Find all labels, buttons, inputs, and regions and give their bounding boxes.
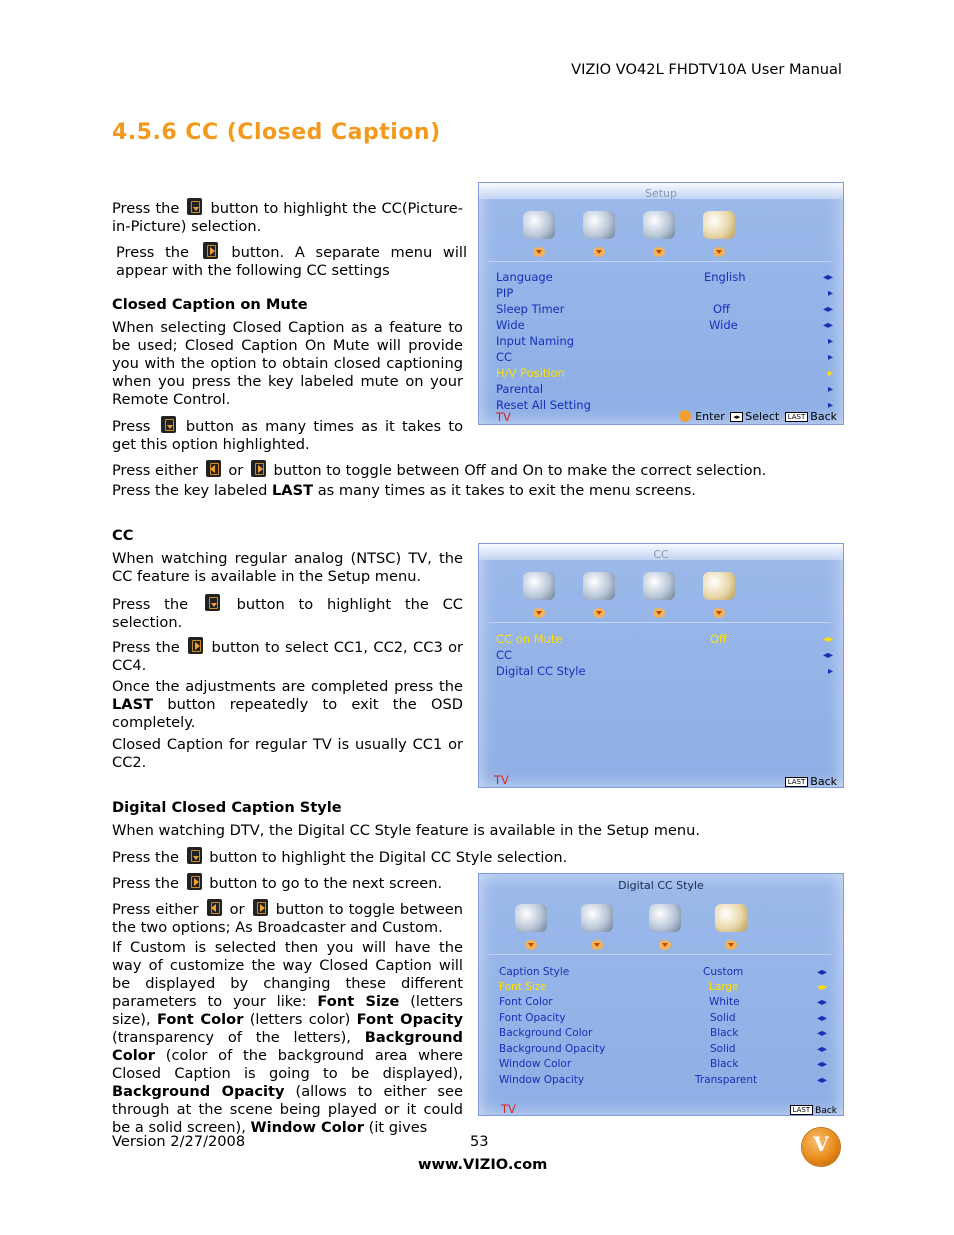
osd-menu-item[interactable] <box>496 348 833 363</box>
left-right-arrow-icon: ◂▸ <box>816 1028 827 1039</box>
text: Press the <box>112 596 189 613</box>
dcc-heading: Digital Closed Caption Style <box>112 799 342 816</box>
mute-press <box>112 416 463 454</box>
dcc-next <box>112 873 463 893</box>
value: White <box>709 996 740 1008</box>
setup-tools-icon <box>709 900 755 938</box>
back-label: Back <box>810 410 837 423</box>
label: Font Opacity <box>499 1012 566 1024</box>
text: (color of the background area where Closed Caption is going to be displayed), <box>112 1047 464 1082</box>
mute-toggle <box>112 460 842 480</box>
audio-speaker-icon <box>577 568 623 606</box>
osd-menu-item-highlighted[interactable] <box>499 978 827 993</box>
text: Press either <box>112 901 199 918</box>
text: (it gives <box>368 1119 428 1136</box>
cc-heading: CC <box>112 527 134 544</box>
label: Sleep Timer <box>496 302 565 316</box>
value: Transparent <box>695 1074 758 1086</box>
back-label: Back <box>815 1106 837 1116</box>
tv-dish-icon <box>637 207 683 245</box>
text: Press the <box>112 875 179 892</box>
osd-menu-item[interactable] <box>496 332 833 347</box>
audio-speaker-icon <box>577 207 623 245</box>
audio-speaker-icon <box>575 900 621 938</box>
term-background-color: Background Color <box>112 1029 463 1064</box>
osd-menu-item[interactable] <box>499 1040 827 1055</box>
text: (letters size), <box>112 993 463 1028</box>
vol-left-button-icon <box>207 899 222 916</box>
osd-menu-item[interactable] <box>499 1024 827 1039</box>
vizio-logo-icon <box>802 1128 840 1166</box>
term-font-opacity: Font Opacity <box>356 1011 464 1028</box>
text: If Custom is selected then you will have the way of customize the way Closed Caption will be displayed by changing these different parameters to your like: <box>112 939 463 1010</box>
dcc-body: When watching DTV, the Digital CC Style feature is available in the Setup menu. <box>112 822 701 839</box>
text: Press the key labeled <box>112 482 268 499</box>
cc-highlight <box>112 594 463 632</box>
text: button to go to the next screen. <box>209 875 443 892</box>
label: CC on Mute <box>496 632 563 646</box>
right-arrow-icon: ▸ <box>827 368 833 379</box>
osd-source-label: TV <box>496 410 511 424</box>
ch-down-button-icon <box>187 198 202 215</box>
label: Digital CC Style <box>496 664 586 678</box>
text: or <box>228 462 244 479</box>
cc-once <box>112 678 463 732</box>
value: Large <box>709 981 739 993</box>
left-right-arrow-icon: ◂▸ <box>822 650 833 661</box>
last-key-icon: LAST <box>785 412 809 422</box>
cc-regular: Closed Caption for regular TV is usually CC1 or CC2. <box>112 736 463 771</box>
term-background-opacity: Background Opacity <box>112 1083 285 1100</box>
value: Black <box>710 1058 739 1070</box>
vol-left-button-icon <box>206 460 221 477</box>
osd-menu-item[interactable] <box>496 662 833 677</box>
text: Press the <box>116 244 190 261</box>
tv-dish-icon <box>637 568 683 606</box>
value: Black <box>710 1027 739 1039</box>
osd-icon-bar <box>509 900 729 960</box>
value: Off <box>710 632 727 646</box>
intro-paragraph-1 <box>112 198 463 236</box>
text: Press <box>112 418 151 435</box>
label: Font Color <box>499 996 553 1008</box>
footer-page-number: 53 <box>470 1133 489 1150</box>
vol-right-button-icon <box>187 873 202 890</box>
text: button to highlight the CC selection. <box>112 596 463 631</box>
osd-title: CC <box>653 548 669 561</box>
text: button to select CC1, CC2, CC3 or CC4. <box>112 639 464 674</box>
osd-cc-menu <box>496 630 833 680</box>
osd-menu-item[interactable] <box>499 1009 827 1024</box>
osd-footer <box>679 408 837 426</box>
label: CC <box>496 648 513 662</box>
term-font-size: Font Size <box>317 993 400 1010</box>
text: Once the adjustments are completed press the <box>112 678 463 695</box>
text: button to highlight the CC(Picture-in-Picture) selection. <box>112 200 463 235</box>
right-arrow-icon: ▸ <box>827 666 833 677</box>
left-right-arrow-icon: ◂▸ <box>822 320 833 331</box>
text: (allows to either see through at the scene being played or it could be a solid screen), <box>112 1083 463 1136</box>
osd-digital-cc-style-screen <box>478 873 844 1116</box>
cc-body: When watching regular analog (NTSC) TV, the CC feature is available in the Setup menu. <box>112 550 463 585</box>
last-key-label: LAST <box>272 482 314 499</box>
label: Reset All Setting <box>496 398 591 412</box>
mute-heading: Closed Caption on Mute <box>112 296 308 313</box>
label: Background Opacity <box>499 1043 606 1055</box>
value: English <box>704 270 746 284</box>
last-key-label: LAST <box>112 696 154 713</box>
left-right-arrow-icon: ◂▸ <box>822 304 833 315</box>
value: Solid <box>710 1043 736 1055</box>
label: Window Opacity <box>499 1074 585 1086</box>
mute-last <box>112 482 842 500</box>
osd-menu-item[interactable] <box>496 380 833 395</box>
select-label: Select <box>745 410 780 423</box>
left-right-arrow-icon: ◂▸ <box>816 1044 827 1055</box>
text: Press the <box>112 639 180 656</box>
value: Custom <box>703 966 744 978</box>
label: Wide <box>496 318 525 332</box>
osd-divider <box>489 954 831 955</box>
osd-setup-screen <box>478 182 844 425</box>
osd-footer <box>788 1102 837 1120</box>
osd-menu-item-highlighted[interactable] <box>496 630 833 645</box>
enter-label: Enter <box>695 410 725 423</box>
left-right-arrow-icon: ◂▸ <box>822 634 833 645</box>
text: or <box>229 901 245 918</box>
term-window-color: Window Color <box>250 1119 364 1136</box>
osd-divider <box>489 261 831 262</box>
label: Caption Style <box>499 966 570 978</box>
ch-down-button-icon <box>205 594 220 611</box>
text: Press the <box>112 849 179 866</box>
text: button. A separate menu will appear with the following CC settings <box>116 244 468 279</box>
vol-right-button-icon <box>253 899 268 916</box>
label: PIP <box>496 286 514 300</box>
osd-menu-item[interactable] <box>496 316 833 331</box>
section-title: 4.5.6 CC (Closed Caption) <box>112 120 441 145</box>
right-arrow-icon: ▸ <box>827 352 833 363</box>
label: H/V Position <box>496 366 565 380</box>
cc-select <box>112 637 463 675</box>
vol-right-button-icon <box>188 637 203 654</box>
label: Language <box>496 270 553 284</box>
osd-menu-item[interactable] <box>496 300 833 315</box>
left-right-arrow-icon: ◂▸ <box>816 982 827 993</box>
osd-menu-item[interactable] <box>496 268 833 283</box>
dcc-highlight <box>112 847 842 867</box>
value: Off <box>713 302 730 316</box>
osd-footer <box>783 773 837 791</box>
text: Press the <box>112 200 180 217</box>
osd-title: Setup <box>644 187 678 200</box>
osd-source-label: TV <box>501 1102 516 1116</box>
right-arrow-icon: ▸ <box>827 400 833 411</box>
label: Parental <box>496 382 544 396</box>
left-right-arrow-icon: ◂▸ <box>816 967 827 978</box>
text: as many times as it takes to exit the menu screens. <box>317 482 696 499</box>
enter-button-icon <box>679 410 691 422</box>
text: (letters color) <box>249 1011 351 1028</box>
text: button as many times as it takes to get this option highlighted. <box>112 418 464 453</box>
osd-menu-item[interactable] <box>496 284 833 299</box>
osd-divider <box>489 622 831 623</box>
right-arrow-icon: ▸ <box>827 288 833 299</box>
osd-menu-item[interactable] <box>499 1071 827 1086</box>
text: button to toggle between the two options; As Broadcaster and Custom. <box>112 901 464 936</box>
osd-dcc-menu <box>499 963 827 1088</box>
osd-menu-item-highlighted[interactable] <box>496 364 833 379</box>
vol-right-button-icon <box>203 242 218 259</box>
picture-monitor-icon <box>509 900 555 938</box>
vol-right-button-icon <box>251 460 266 477</box>
osd-icon-bar <box>509 568 729 628</box>
osd-menu-item[interactable] <box>496 646 833 661</box>
term-font-color: Font Color <box>156 1011 244 1028</box>
last-key-icon: LAST <box>785 777 809 787</box>
footer-version: Version 2/27/2008 <box>112 1133 246 1150</box>
label: CC <box>496 350 513 364</box>
left-right-arrow-icon: ◂▸ <box>816 1013 827 1024</box>
osd-cc-screen <box>478 543 844 788</box>
osd-menu-item[interactable] <box>499 1055 827 1070</box>
dcc-custom <box>112 939 463 1137</box>
osd-setup-menu <box>496 268 833 412</box>
left-right-arrow-icon: ◂▸ <box>816 997 827 1008</box>
text: button repeatedly to exit the OSD completely. <box>112 696 463 731</box>
osd-source-label: TV <box>494 773 509 787</box>
osd-menu-item[interactable] <box>499 963 827 978</box>
text: Press either <box>112 462 199 479</box>
intro-paragraph-2 <box>116 242 467 280</box>
picture-monitor-icon <box>517 568 563 606</box>
mute-body: When selecting Closed Caption as a feature to be used; Closed Caption On Mute will provide you with the option to obtain closed captioning when you press the key labeled mute on your Remote Control. <box>112 319 463 408</box>
value: Wide <box>709 318 738 332</box>
osd-icon-bar <box>509 207 729 267</box>
label: Window Color <box>499 1058 572 1070</box>
setup-tools-icon <box>697 207 743 245</box>
left-right-arrow-icon: ◂▸ <box>816 1075 827 1086</box>
setup-tools-icon <box>697 568 743 606</box>
text: (transparency of the letters), <box>112 1029 351 1046</box>
text: button to highlight the Digital CC Style selection. <box>209 849 568 866</box>
footer-url[interactable]: www.VIZIO.com <box>418 1156 548 1173</box>
left-right-arrow-icon: ◂▸ <box>822 272 833 283</box>
right-arrow-icon: ▸ <box>827 384 833 395</box>
ch-down-button-icon <box>187 847 202 864</box>
left-right-arrow-icon: ◂▸ <box>816 1059 827 1070</box>
ch-down-button-icon <box>161 416 176 433</box>
label: Font Size <box>499 981 547 993</box>
tv-dish-icon <box>643 900 689 938</box>
value: Solid <box>710 1012 736 1024</box>
osd-menu-item[interactable] <box>499 993 827 1008</box>
manual-header: VIZIO VO42L FHDTV10A User Manual <box>571 61 842 78</box>
osd-title: Digital CC Style <box>618 879 704 892</box>
label: Background Color <box>499 1027 593 1039</box>
arrow-keys-icon: ◂▸ <box>730 412 743 422</box>
last-key-icon: LAST <box>790 1105 814 1115</box>
back-label: Back <box>810 775 837 788</box>
text: button to toggle between Off and On to make the correct selection. <box>273 462 767 479</box>
dcc-toggle <box>112 899 463 937</box>
right-arrow-icon: ▸ <box>827 336 833 347</box>
picture-monitor-icon <box>517 207 563 245</box>
label: Input Naming <box>496 334 575 348</box>
